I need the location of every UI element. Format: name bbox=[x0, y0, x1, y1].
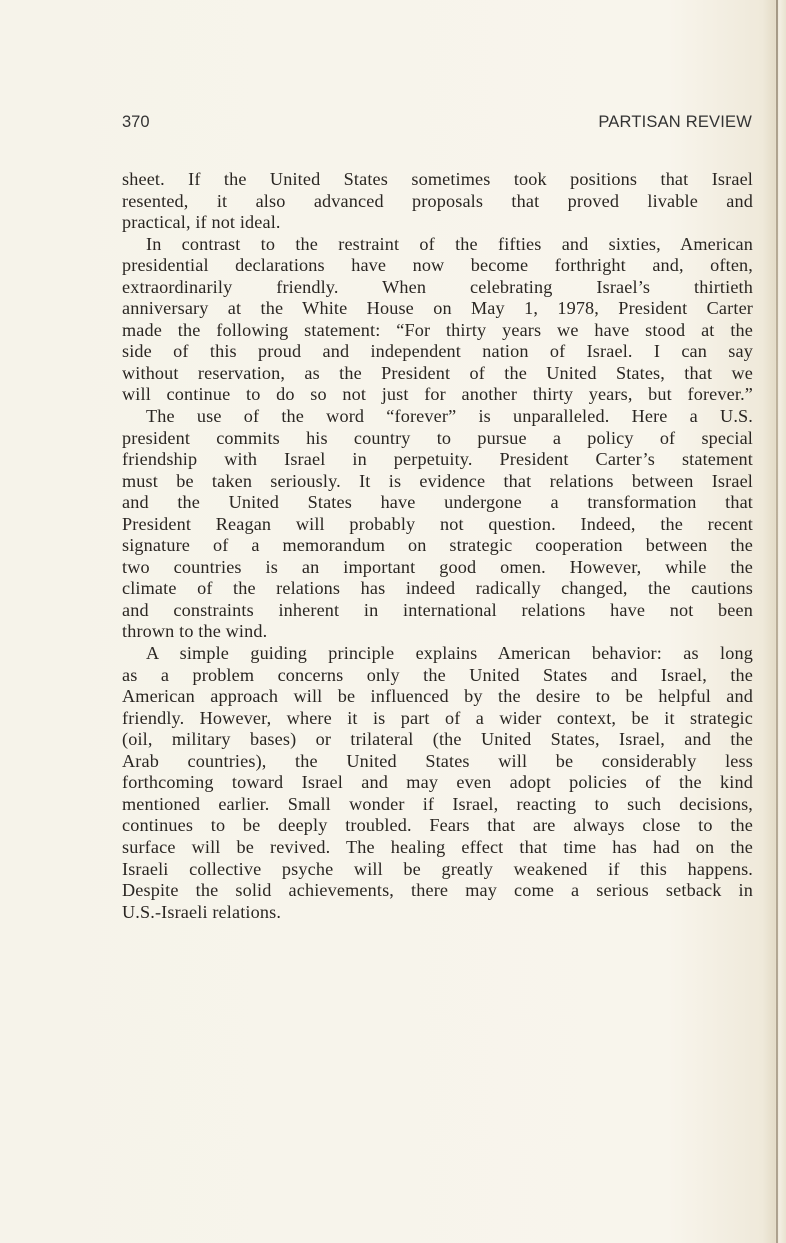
text-line: president commits his country to pursue a policy of special bbox=[122, 427, 753, 448]
text-line: The use of the word “forever” is unparalleled. Here a U.S. bbox=[146, 406, 753, 427]
text-line: practical, if not ideal. bbox=[122, 212, 281, 233]
text-line: continues to be deeply troubled. Fears that are always close to the bbox=[122, 815, 753, 836]
text-line: signature of a memorandum on strategic cooperation between the bbox=[122, 535, 753, 556]
text-line: climate of the relations has indeed radically changed, the cautions bbox=[122, 578, 753, 599]
text-line: presidential declarations have now become forthright and, often, bbox=[122, 255, 753, 276]
text-line: President Reagan will probably not question. Indeed, the recent bbox=[122, 513, 753, 534]
text-line: American approach will be influenced by the desire to be helpful and bbox=[122, 686, 753, 707]
text-line: extraordinarily friendly. When celebrating Israel’s thirtieth bbox=[122, 276, 753, 297]
book-spine-edge bbox=[776, 0, 778, 1243]
text-line: and constraints inherent in international relations have not been bbox=[122, 599, 753, 620]
text-line: forthcoming toward Israel and may even adopt policies of the kind bbox=[122, 772, 753, 793]
text-line: U.S.-Israeli relations. bbox=[122, 901, 282, 922]
text-line: Arab countries), the United States will be considerably less bbox=[122, 750, 753, 771]
text-line: Despite the solid achievements, there may come a serious setback in bbox=[122, 880, 753, 901]
text-line: anniversary at the White House on May 1, 1978, President Carter bbox=[122, 298, 753, 319]
text-line: will continue to do so not just for another thirty years, but forever.” bbox=[122, 384, 753, 405]
running-header bbox=[122, 113, 752, 135]
body-text bbox=[122, 169, 753, 923]
text-line: mentioned earlier. Small wonder if Israel, reacting to such decisions, bbox=[122, 793, 753, 814]
text-line: friendly. However, where it is part of a wider context, be it strategic bbox=[122, 707, 753, 728]
text-line: Israeli collective psyche will be greatly weakened if this happens. bbox=[122, 858, 753, 879]
text-line: A simple guiding principle explains American behavior: as long bbox=[146, 643, 753, 664]
text-line: surface will be revived. The healing effect that time has had on the bbox=[122, 836, 753, 857]
text-line: must be taken seriously. It is evidence that relations between Israel bbox=[122, 470, 753, 491]
text-line: sheet. If the United States sometimes took positions that Israel bbox=[122, 169, 753, 189]
text-line: friendship with Israel in perpetuity. President Carter’s statement bbox=[122, 449, 753, 470]
text-line: two countries is an important good omen. However, while the bbox=[122, 556, 753, 577]
text-line: (oil, military bases) or trilateral (the United States, Israel, and the bbox=[122, 729, 753, 750]
text-line: without reservation, as the President of the United States, that we bbox=[122, 362, 753, 383]
text-line: thrown to the wind. bbox=[122, 621, 268, 642]
text-line: resented, it also advanced proposals that proved livable and bbox=[122, 190, 753, 211]
text-line: and the United States have undergone a transformation that bbox=[122, 492, 753, 513]
text-line: In contrast to the restraint of the fifties and sixties, American bbox=[146, 233, 753, 254]
text-line: made the following statement: “For thirty years we have stood at the bbox=[122, 319, 753, 340]
page-number: 370 bbox=[122, 113, 150, 131]
journal-title: PARTISAN REVIEW bbox=[598, 113, 752, 131]
text-line: as a problem concerns only the United States and Israel, the bbox=[122, 664, 753, 685]
text-line: side of this proud and independent nation of Israel. I can say bbox=[122, 341, 753, 362]
